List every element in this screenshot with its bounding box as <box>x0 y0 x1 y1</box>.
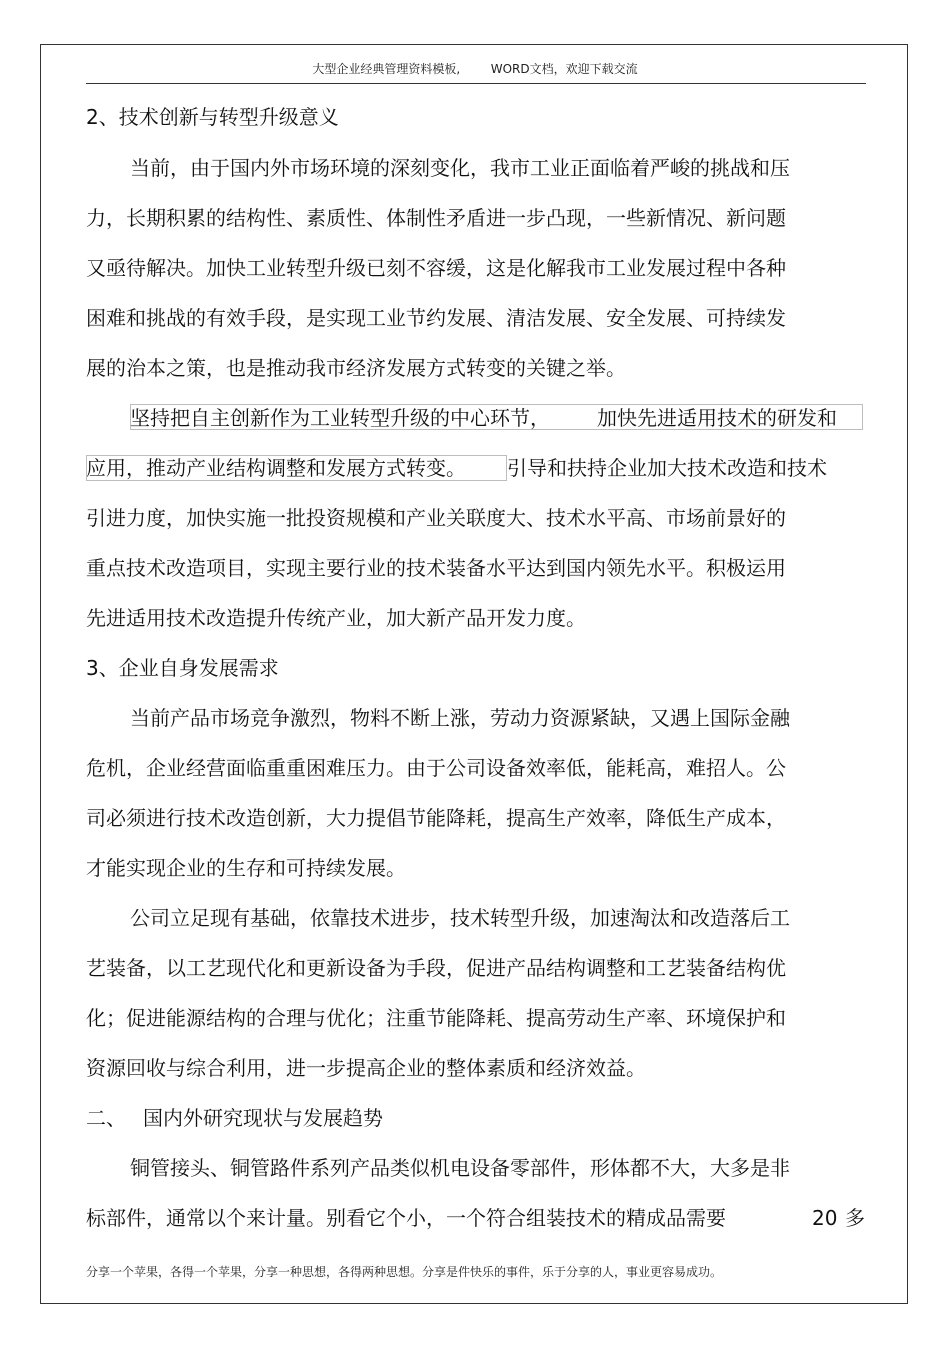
paragraph-line: 引导和扶持企业加大技术改造和技术 <box>507 456 827 480</box>
paragraph-line: 展的治本之策，也是推动我市经济发展方式转变的关键之举。 <box>86 356 626 380</box>
header-rule <box>86 83 866 84</box>
paragraph-line: 困难和挑战的有效手段，是实现工业节约发展、清洁发展、安全发展、可持续发 <box>86 306 786 330</box>
paragraph-line: 才能实现企业的生存和可持续发展。 <box>86 856 406 880</box>
section-heading: 2、技术创新与转型升级意义 <box>86 105 339 129</box>
paragraph-line: 重点技术改造项目，实现主要行业的技术装备水平达到国内领先水平。积极运用 <box>86 556 786 580</box>
number-text: 20 <box>812 1206 838 1230</box>
paragraph-line: 多 <box>845 1206 865 1230</box>
paragraph-line: 引进力度，加快实施一批投资规模和产业关联度大、技术水平高、市场前景好的 <box>86 506 786 530</box>
part-number: 二、 <box>86 1106 126 1130</box>
paragraph-line: 铜管接头、铜管路件系列产品类似机电设备零部件，形体都不大，大多是非 <box>130 1156 790 1180</box>
paragraph-line: 当前产品市场竞争激烈，物料不断上涨，劳动力资源紧缺，又遇上国际金融 <box>130 706 790 730</box>
paragraph-line: 力，长期积累的结构性、素质性、体制性矛盾进一步凸现，一些新情况、新问题 <box>86 206 786 230</box>
paragraph-line: 应用，推动产业结构调整和发展方式转变。 <box>86 456 466 480</box>
paragraph-line: 加快先进适用技术的研发和 <box>597 406 837 430</box>
section-heading: 3、企业自身发展需求 <box>86 656 279 680</box>
paragraph-line: 化；促进能源结构的合理与优化；注重节能降耗、提高劳动生产率、环境保护和 <box>86 1006 786 1030</box>
paragraph-line: 危机，企业经营面临重重困难压力。由于公司设备效率低，能耗高，难招人。公 <box>86 756 786 780</box>
page-footer: 分享一个苹果，各得一个苹果，分享一种思想，各得两种思想。分享是件快乐的事件，乐于分享的人，事业更容易成功。 <box>86 1265 723 1279</box>
paragraph-line: 标部件，通常以个来计量。别看它个小，一个符合组装技术的精成品需要 <box>86 1206 726 1230</box>
page-header <box>0 60 950 77</box>
part-title: 国内外研究现状与发展趋势 <box>143 1106 383 1130</box>
paragraph-line: 坚持把自主创新作为工业转型升级的中心环节， <box>130 406 550 430</box>
paragraph-line: 艺装备，以工艺现代化和更新设备为手段，促进产品结构调整和工艺装备结构优 <box>86 956 786 980</box>
paragraph-line: 公司立足现有基础，依靠技术进步，技术转型升级，加速淘汰和改造落后工 <box>130 906 790 930</box>
paragraph-line: 先进适用技术改造提升传统产业，加大新产品开发力度。 <box>86 606 586 630</box>
header-left-text: 大型企业经典管理资料模板, <box>312 62 461 76</box>
header-right-text: WORD文档，欢迎下载交流 <box>490 62 638 76</box>
paragraph-line: 资源回收与综合利用，进一步提高企业的整体素质和经济效益。 <box>86 1056 646 1080</box>
paragraph-line: 又亟待解决。加快工业转型升级已刻不容缓，这是化解我市工业发展过程中各种 <box>86 256 786 280</box>
paragraph-line: 当前，由于国内外市场环境的深刻变化，我市工业正面临着严峻的挑战和压 <box>130 156 790 180</box>
paragraph-line: 司必须进行技术改造创新，大力提倡节能降耗，提高生产效率，降低生产成本， <box>86 806 786 830</box>
